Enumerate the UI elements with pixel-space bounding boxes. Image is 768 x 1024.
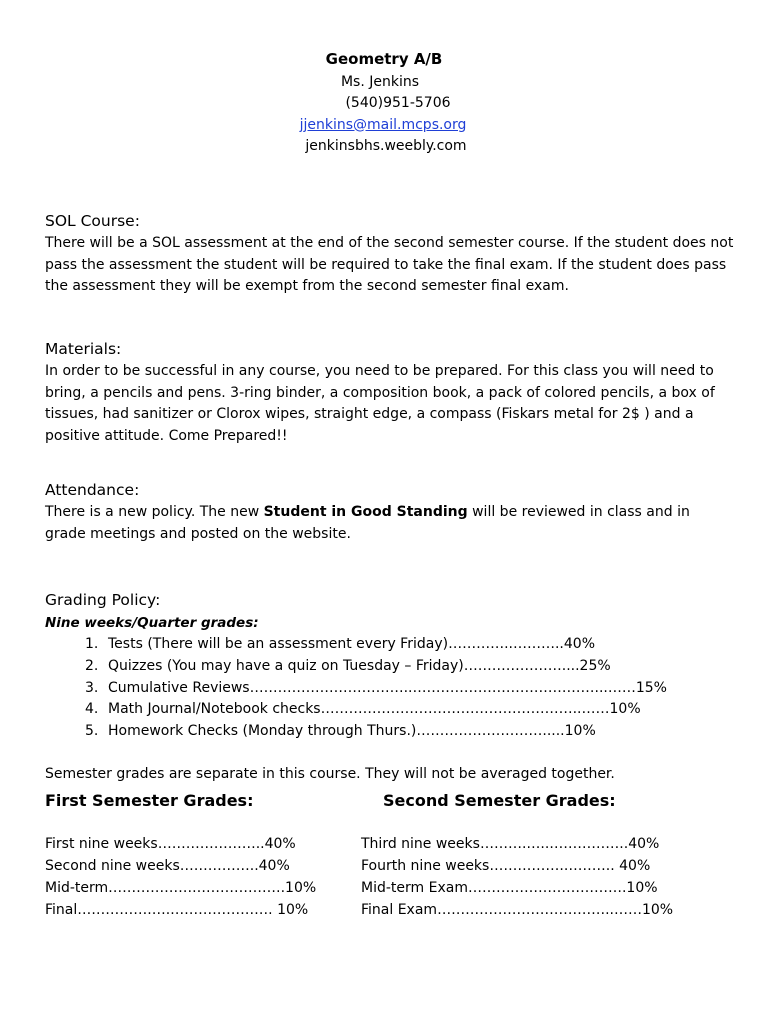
sol-body: There will be a SOL assessment at the end of the second semester course. If the student does not pass the assessment the student will be required to take the final exam. If the student does pass the assessment they will be exempt from the second semester final exam. (45, 235, 734, 294)
grade-row: First nine weeks…………………..40% (45, 836, 296, 852)
sol-section (45, 209, 735, 298)
phone-number: (540)951-5706 (345, 95, 451, 111)
materials-heading: Materials: (45, 340, 122, 358)
item-text: Math Journal/Notebook checks………………………………………………..……10% (108, 701, 641, 718)
grade-row: Third nine weeks……….…..……………..40% (361, 836, 660, 852)
grade-row: Fourth nine weeks…………….……….. 40% (361, 858, 651, 874)
semester-note: Semester grades are separate in this course. They will not be averaged together. (45, 766, 615, 782)
item-number: 3. (85, 679, 99, 696)
grading-list (45, 634, 735, 743)
grading-heading: Grading Policy: (45, 591, 161, 609)
item-number: 1. (85, 636, 99, 652)
grade-row: Mid-term Exam…………………………….10% (361, 880, 658, 896)
item-text: Tests (There will be an assessment every Friday)…………..………..40% (108, 636, 595, 652)
item-number: 5. (85, 723, 99, 740)
item-text: Homework Checks (Monday through Thurs.)……………………….....10% (108, 723, 596, 740)
grading-subheading: Nine weeks/Quarter grades: (45, 615, 259, 631)
first-semester-heading: First Semester Grades: (45, 791, 254, 810)
website-text: jenkinsbhs.weebly.com (305, 138, 467, 154)
grading-section (45, 588, 735, 743)
grading-item (85, 721, 735, 743)
materials-body: In order to be successful in any course, you need to be prepared. For this class you will need to bring, a pencils and pens. 3-ring binder, a composition book, a pack of colored pencils, a box of tissues, had sanitizer or Clorox wipes, straight edge, a compass (Fiskars metal for 2$ ) and a positive attitude. Come Prepared!! (45, 363, 715, 444)
grade-row: Second nine weeks……………..40% (45, 858, 290, 874)
attendance-section (45, 478, 735, 545)
grade-row: Mid-term……………….……………….10% (45, 880, 317, 896)
grading-item (85, 634, 735, 656)
item-text: Cumulative Reviews……………………………..…………………………………...……15% (108, 679, 667, 696)
grading-item (85, 656, 735, 678)
first-semester-column (45, 788, 316, 921)
attendance-body-post: will be reviewed in class and in grade meetings and posted on the website. (45, 504, 690, 542)
attendance-body (45, 502, 735, 545)
teacher-name: Ms. Jenkins (340, 73, 420, 90)
item-number: 4. (85, 701, 99, 718)
good-standing-term: Student in Good Standing (263, 504, 468, 520)
grade-row: Final…………….….…………………. 10% (45, 902, 309, 918)
attendance-heading: Attendance: (45, 481, 140, 499)
attendance-body-pre: There is a new policy. The new (45, 504, 264, 520)
course-title: Geometry A/B (325, 50, 443, 68)
second-semester-column (361, 788, 673, 921)
email-link[interactable]: jjenkins@mail.mcps.org (299, 116, 467, 133)
materials-section (45, 337, 735, 447)
grade-row: Final Exam………………………………..……10% (361, 902, 674, 918)
second-semester-heading: Second Semester Grades: (383, 791, 616, 810)
sol-heading: SOL Course: (45, 212, 140, 230)
grading-item (85, 678, 735, 700)
grading-item (85, 699, 735, 721)
course-header (0, 49, 768, 158)
item-number: 2. (85, 657, 99, 674)
item-text: Quizzes (You may have a quiz on Tuesday – Friday)…………………....25% (108, 657, 611, 674)
